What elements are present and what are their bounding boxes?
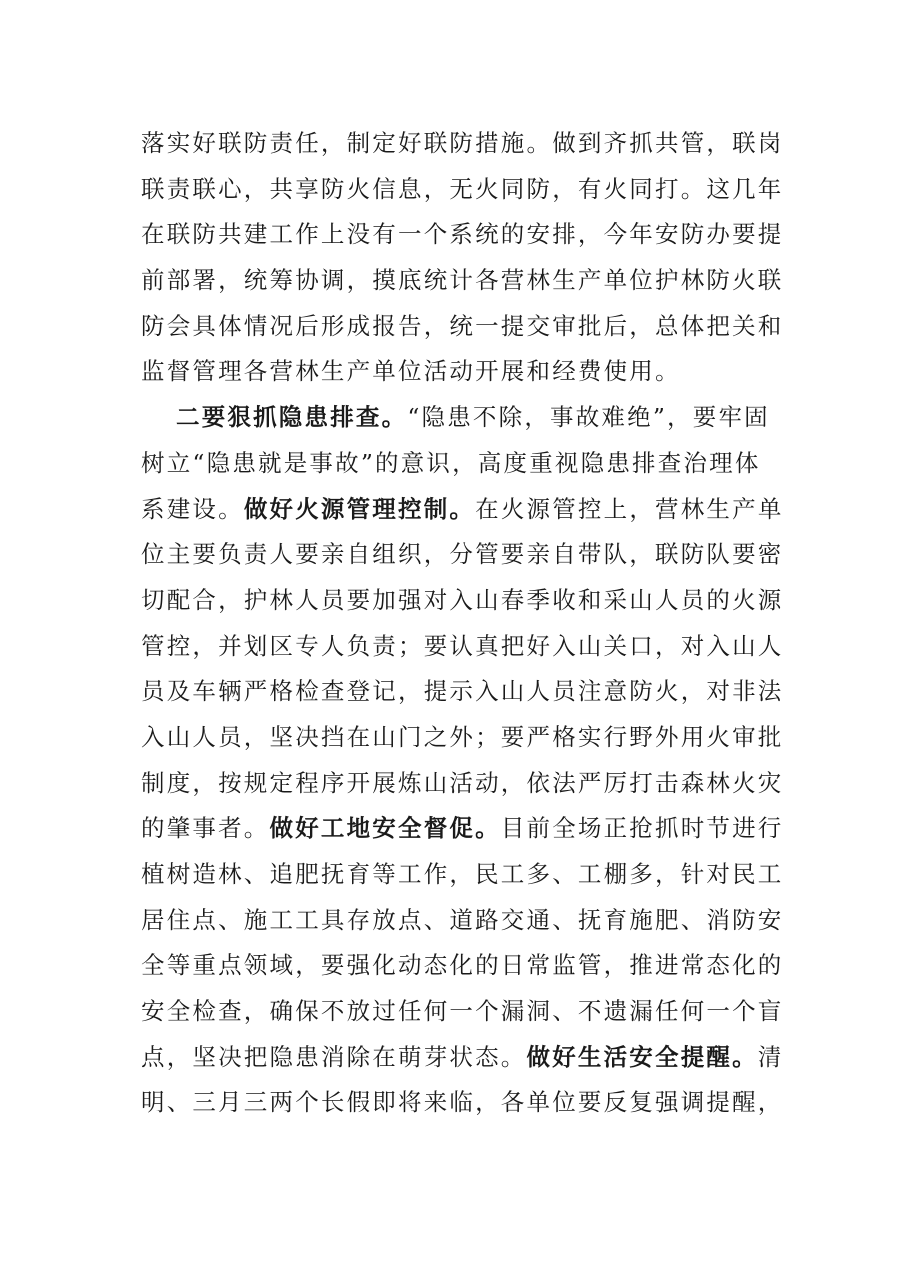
text-line (141, 989, 784, 1035)
body-text-segment: 清 (757, 1042, 784, 1071)
body-text-segment: 在联防共建工作上没有一个系统的安排，今年安防办要提 (141, 220, 784, 249)
body-text-segment: 落实好联防责任，制定好联防措施。做到齐抓共管，联岗 (141, 129, 784, 157)
body-text (141, 121, 784, 1126)
text-line (141, 532, 784, 578)
text-line (141, 395, 771, 441)
body-text-segment: 明、三月三两个长假即将来临，各单位要反复强调提醒， (141, 1088, 784, 1117)
text-line (141, 167, 784, 213)
body-text-segment: 管控，并划区专人负责；要认真把好入山关口，对入山人 (141, 631, 784, 660)
body-text-segment: 位主要负责人要亲自组织，分管要亲自带队，联防队要密 (141, 540, 784, 569)
text-line (141, 898, 784, 944)
body-text-segment: 前部署，统筹协调，摸底统计各营林生产单位护林防火联 (141, 266, 784, 295)
text-line (141, 487, 784, 533)
body-text-segment: 防会具体情况后形成报告，统一提交审批后，总体把关和 (141, 311, 784, 340)
text-line (141, 121, 784, 167)
bold-heading-text: 做好工地安全督促。 (269, 814, 501, 843)
body-text-segment: 制度，按规定程序开展炼山活动，依法严厉打击森林火灾 (141, 768, 784, 797)
body-text-segment: 目前全场正抢抓时节进行 (500, 814, 784, 843)
text-line (141, 761, 784, 807)
body-text-segment: 居住点、施工工具存放点、道路交通、抚育施肥、消防安 (141, 905, 784, 934)
text-line (141, 304, 784, 350)
text-line (141, 943, 784, 989)
text-line (141, 578, 784, 624)
text-line (141, 1080, 784, 1126)
text-line (141, 212, 784, 258)
text-line (141, 258, 784, 304)
body-text-segment: 点，坚决把隐患消除在萌芽状态。 (141, 1042, 527, 1071)
text-line (141, 349, 771, 395)
bold-heading-text: 二要狠抓隐患排查。 (176, 403, 408, 432)
body-text-segment: 系建设。 (141, 494, 244, 523)
body-text-segment: 树立“隐患就是事故”的意识，高度重视隐患排查治理体 (141, 448, 761, 477)
body-text-segment: 在火源管控上，营林生产单 (475, 494, 784, 523)
body-text-segment: 安全检查，确保不放过任何一个漏洞、不遗漏任何一个盲 (141, 997, 784, 1026)
text-line (141, 852, 784, 898)
bold-heading-text: 做好生活安全提醒。 (526, 1042, 758, 1071)
body-text-segment: “隐患不除，事故难绝”，要牢固 (407, 403, 770, 432)
body-text-segment: 监督管理各营林生产单位活动开展和经费使用。 (141, 357, 681, 386)
body-text-segment: 切配合，护林人员要加强对入山春季收和采山人员的火源 (141, 585, 784, 614)
body-text-segment: 联责联心，共享防火信息，无火同防，有火同打。这几年 (141, 174, 784, 203)
body-text-segment: 植树造林、追肥抚育等工作，民工多、工棚多，针对民工 (141, 860, 784, 888)
body-text-segment: 员及车辆严格检查登记，提示入山人员注意防火，对非法 (141, 677, 784, 706)
bold-heading-text: 做好火源管理控制。 (243, 494, 476, 523)
body-text-segment: 全等重点领域，要强化动态化的日常监管，推进常态化的 (141, 951, 784, 980)
text-line (141, 806, 784, 852)
body-text-segment: 的肇事者。 (141, 814, 270, 843)
text-line (141, 1035, 784, 1081)
text-line (141, 441, 771, 487)
text-line (141, 669, 784, 715)
text-line (141, 715, 784, 761)
text-line (141, 624, 784, 670)
body-text-segment: 入山人员，坚决挡在山门之外；要严格实行野外用火审批 (141, 722, 784, 751)
